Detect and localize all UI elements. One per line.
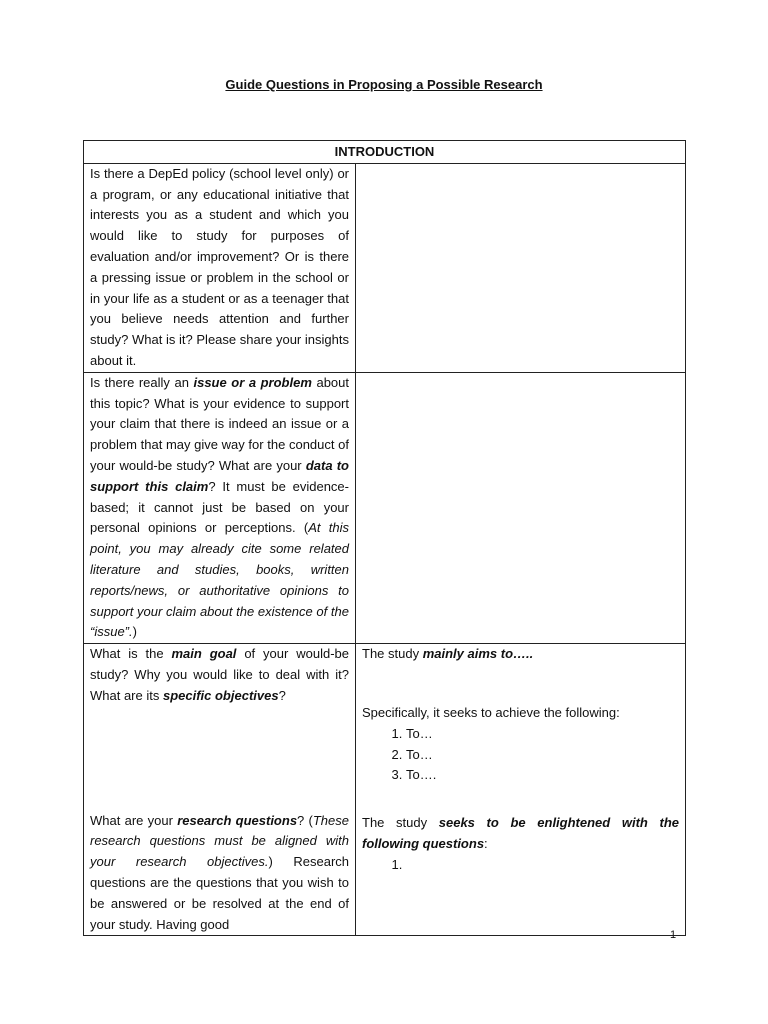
answer-cell-issue[interactable] <box>356 372 686 643</box>
page-number: 1 <box>670 929 677 941</box>
document-title: Guide Questions in Proposing a Possible Research <box>225 77 543 92</box>
research-questions-list <box>362 855 679 876</box>
answer-cell-goals[interactable]: The study mainly aims to….. Specifically, it seeks to achieve the following: 1. To… 2. To… 3. To…. The study seeks to be enlightened with the following questions: 1. <box>356 644 686 936</box>
answer-cell-policy[interactable] <box>356 163 686 372</box>
question-cell-policy: Is there a DepEd policy (school level only) or a program, or any educational initiative that interests you as a student and which you would like to study for purposes of evaluation and/or improvement? Or is there a pressing issue or problem in the school or in your life as a student or as a teenager that you believe needs attention and further study? What is it? Please share your insights about it. <box>84 163 356 372</box>
table-row <box>84 644 686 936</box>
table-header-introduction: INTRODUCTION <box>84 141 686 164</box>
list-item <box>406 855 679 876</box>
table-row <box>84 372 686 643</box>
question-cell-issue: Is there really an issue or a problem about this topic? What is your evidence to support your claim that there is indeed an issue or a problem that may give way for the conduct of your would-be study? What are your data to support this claim? It must be evidence-based; it cannot just be based on your personal opinions or perceptions. (At this point, you may already cite some related literature and studies, books, written reports/news, or authoritative opinions to support your claim about the existence of the “issue”.) <box>84 372 356 643</box>
objectives-list <box>362 724 679 786</box>
list-item: 1. To… <box>406 724 679 745</box>
guide-questions-table <box>83 140 686 936</box>
list-item: 3. To…. <box>406 765 679 786</box>
list-item: 2. To… <box>406 745 679 766</box>
question-cell-goals: What is the main goal of your would-be study? Why you would like to deal with it? What are its specific objectives? What are your research questions? (These research questions must be aligned with your research objectives.) Research questions are the questions that you wish to be answered or be resolved at the end of your study. Having good <box>84 644 356 936</box>
table-row <box>84 163 686 372</box>
